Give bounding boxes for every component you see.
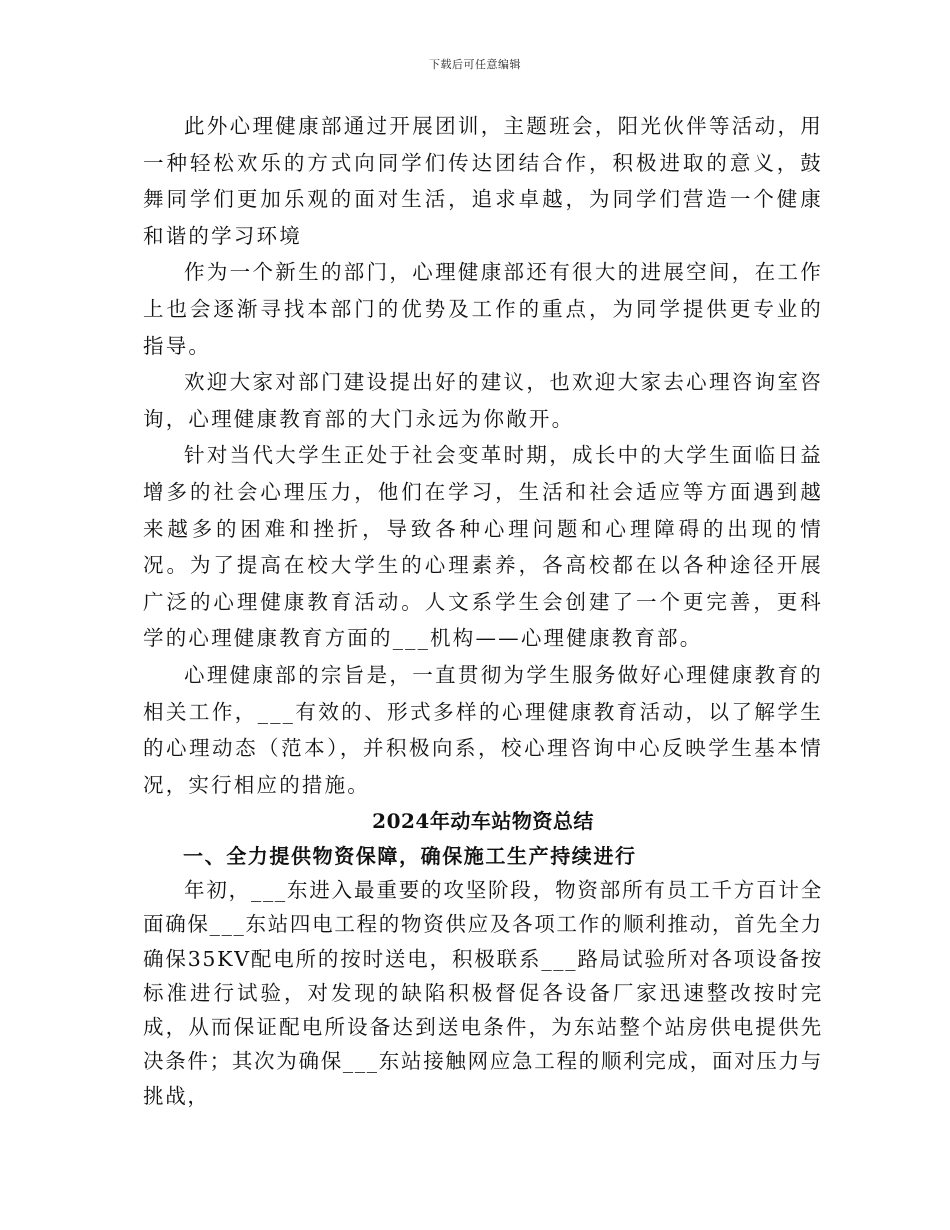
- paragraph-welcome: 欢迎大家对部门建设提出好的建议，也欢迎大家去心理咨询室咨询，心理健康教育部的大门永远为你敞开。: [143, 370, 823, 431]
- document-body: [143, 108, 823, 1113]
- paragraph-purpose: 心理健康部的宗旨是，一直贯彻为学生服务做好心理健康教育的相关工作，___有效的、形式多样的心理健康教育活动，以了解学生的心理动态（范本），并积极向系，校心理咨询中心反映学生基本情况，实行相应的措施。: [143, 662, 823, 797]
- paragraph-activities: 此外心理健康部通过开展团训，主题班会，阳光伙伴等活动，用一种轻松欢乐的方式向同学们传达团结合作，积极进取的意义，鼓舞同学们更加乐观的面对生活，追求卓越，为同学们营造一个健康和谐的学习环境: [143, 114, 823, 248]
- paragraph-background: 针对当代大学生正处于社会变革时期，成长中的大学生面临日益增多的社会心理压力，他们在学习，生活和社会适应等方面遇到越来越多的困难和挫折，导致各种心理问题和心理障碍的出现的情况。为了提高在校大学生的心理素养，各高校都在以各种途径开展广泛的心理健康教育活动。人文系学生会创建了一个更完善，更科学的心理健康教育方面的___机构——心理健康教育部。: [143, 443, 823, 651]
- section-heading-1: 一、全力提供物资保障，确保施工生产持续进行: [183, 844, 637, 869]
- paragraph-section-1: 年初，___东进入最重要的攻坚阶段，物资部所有员工千方百计全面确保___东站四电工程的物资供应及各项工作的顺利推动，首先全力确保35KV配电所的按时送电，积极联系___路局试验所对各项设备按标准进行试验，对发现的缺陷积极督促各设备厂家迅速整改按时完成，从而保证配电所设备达到送电条件，为东站整个站房供电提供先决条件；其次为确保___东站接触网应急工程的顺利完成，面对压力与挑战，: [143, 878, 823, 1108]
- page-header-note: 下载后可任意编辑: [429, 58, 521, 71]
- paragraph-new-department: 作为一个新生的部门，心理健康部还有很大的进展空间，在工作上也会逐渐寻找本部门的优势及工作的重点，为同学提供更专业的指导。: [143, 260, 823, 358]
- document-title: 2024年动车站物资总结: [372, 809, 594, 834]
